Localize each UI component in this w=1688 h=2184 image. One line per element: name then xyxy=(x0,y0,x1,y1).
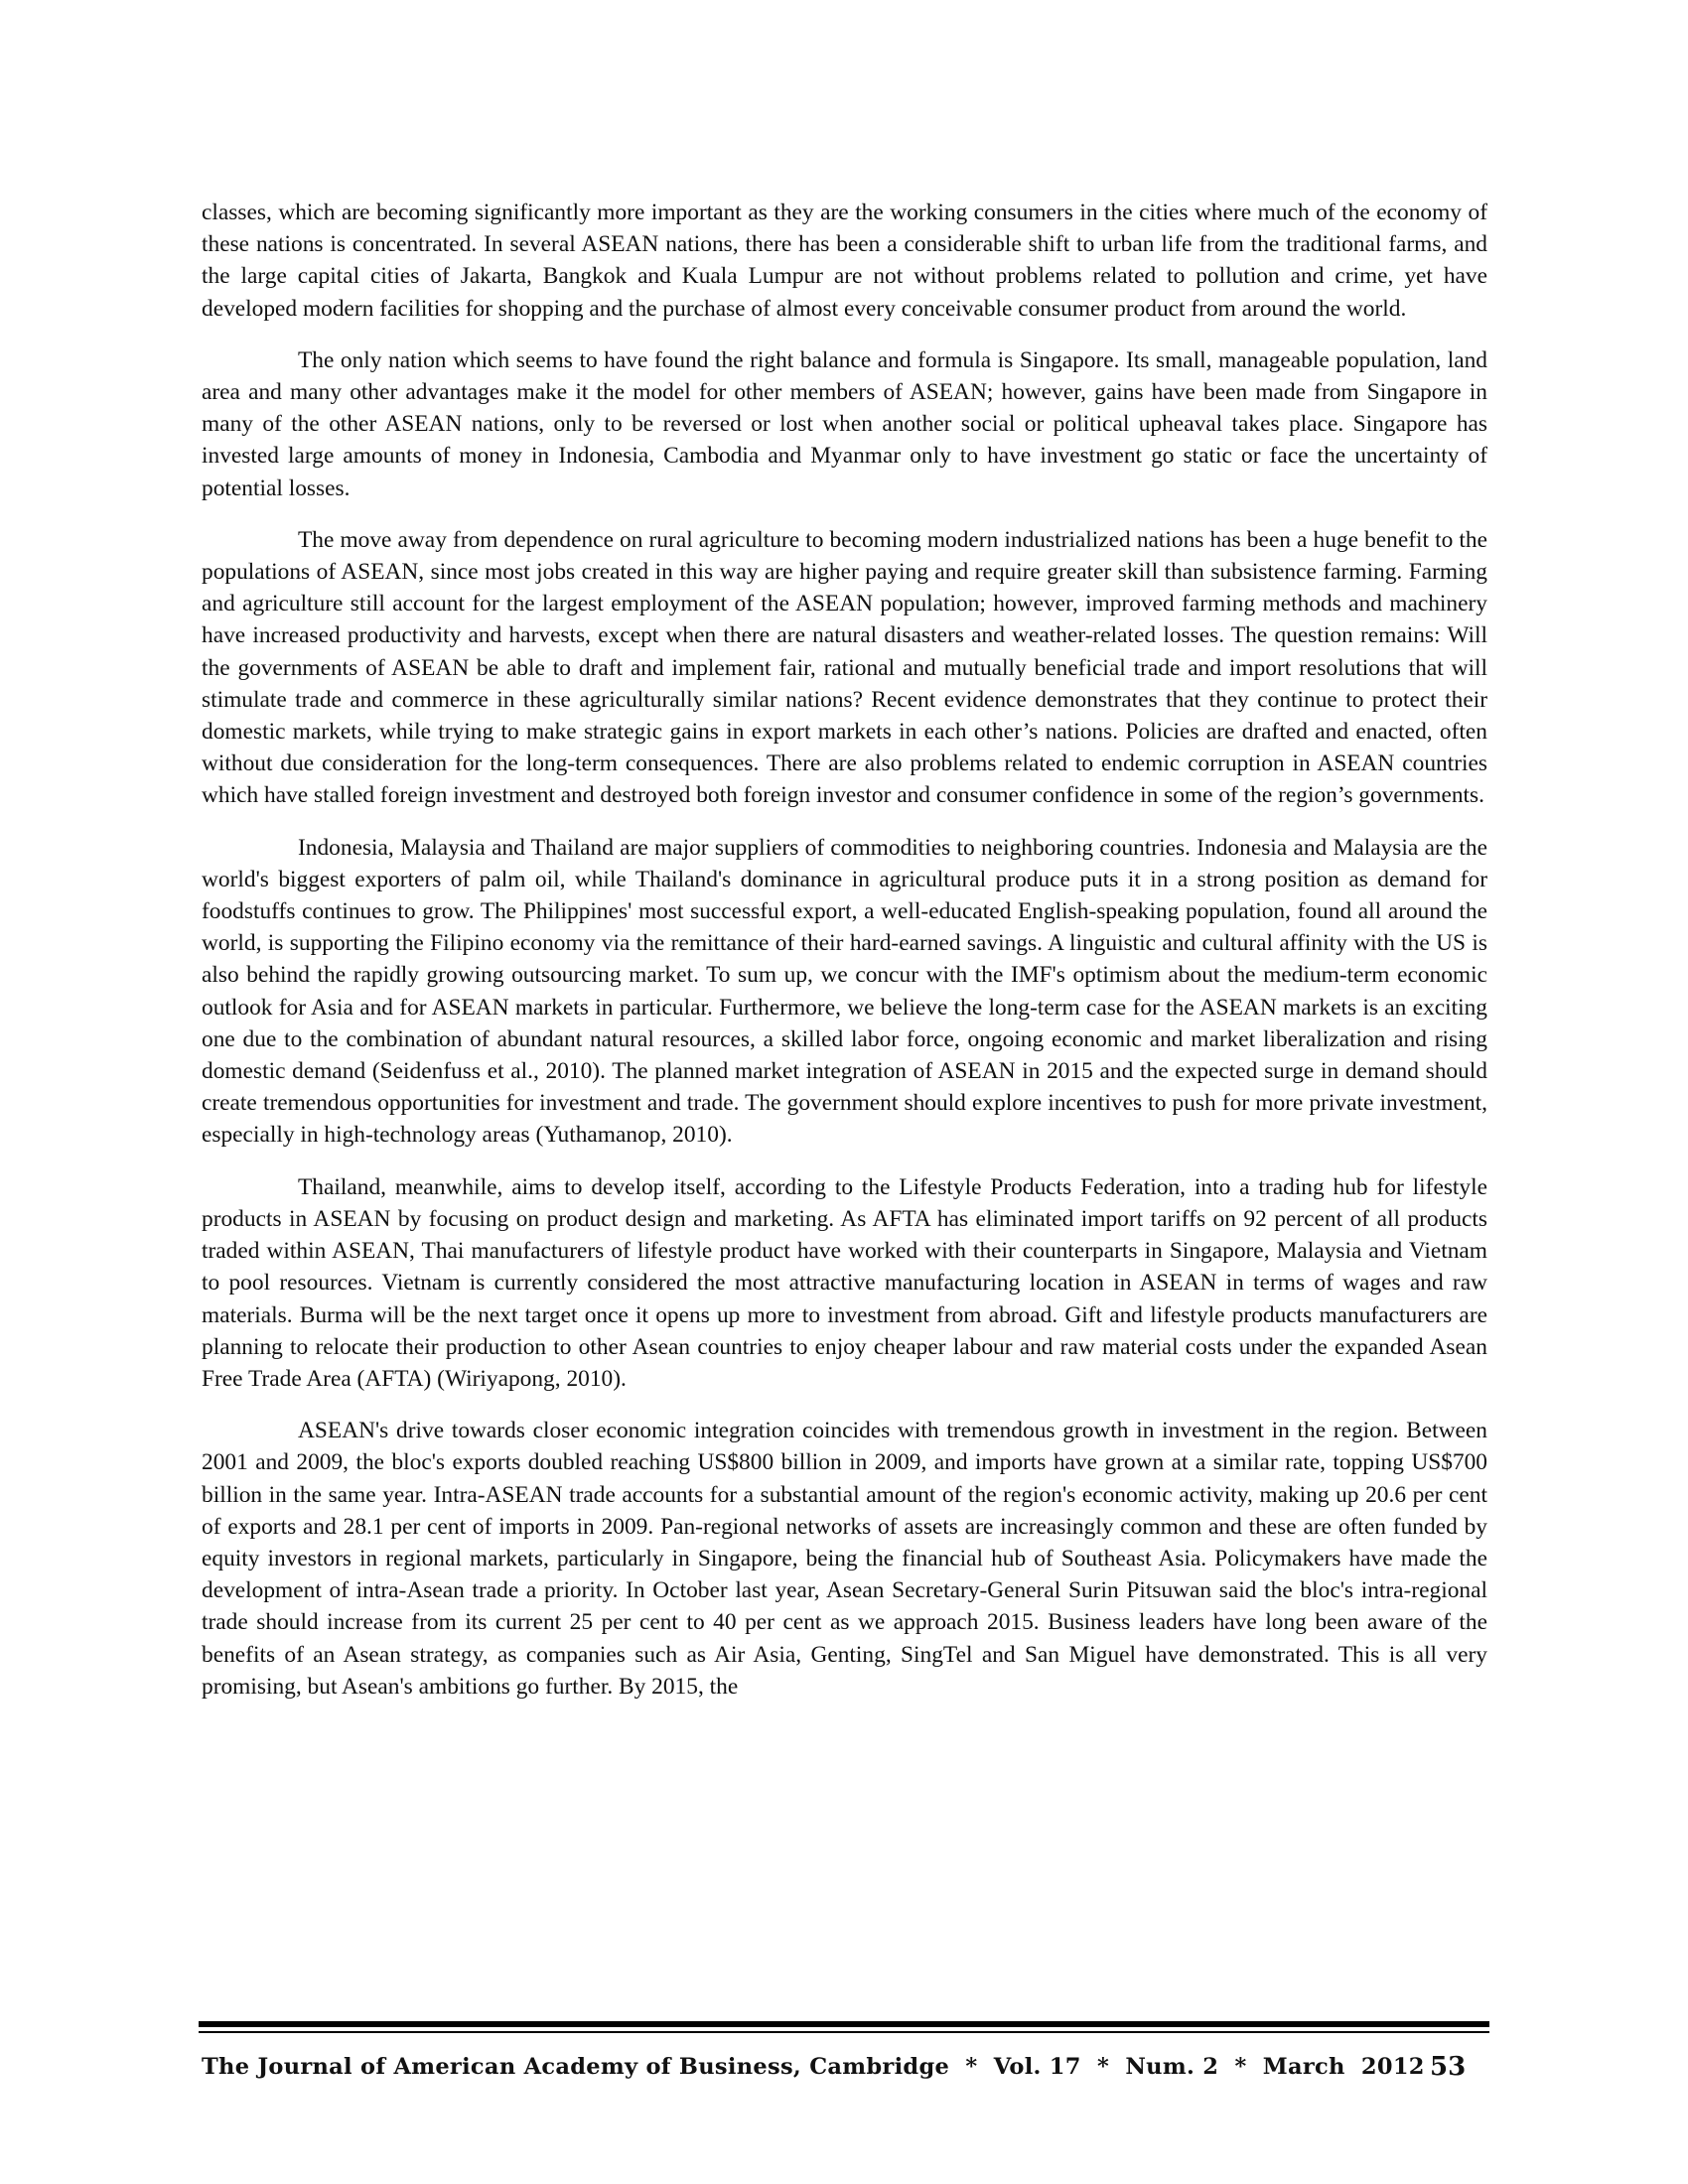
journal-citation: The Journal of American Academy of Business, Cambridge * Vol. 17 * Num. 2 * March 2012 xyxy=(202,2054,1425,2080)
paragraph-6: ASEAN's drive towards closer economic integration coincides with tremendous growth in investment in the region. Between 2001 and 2009, the bloc's exports doubled reaching US$800 billion in 2009, and imports have grown at a similar rate, topping US$700 billion in the same year. Intra-ASEAN trade accounts for a substantial amount of the region's economic activity, making up 20.6 per cent of exports and 28.1 per cent of imports in 2009. Pan-regional networks of assets are increasingly common and these are often funded by equity investors in regional markets, particularly in Singapore, being the financial hub of Southeast Asia. Policymakers have made the development of intra-Asean trade a priority. In October last year, Asean Secretary-General Surin Pitsuwan said the bloc's intra-regional trade should increase from its current 25 per cent to 40 per cent as we approach 2015. Business leaders have long been aware of the benefits of an Asean strategy, as companies such as Air Asia, Genting, SingTel and San Miguel have demonstrated. This is all very promising, but Asean's ambitions go further. By 2015, the xyxy=(202,1418,1487,1700)
paragraph-2: The only nation which seems to have found the right balance and formula is Singapore. Its small, manageable population, land area and many other advantages make it the model for other members of ASEAN; however, gains have been made from Singapore in many of the other ASEAN nations, only to be reversed or lost when another social or political upheaval takes place. Singapore has invested large amounts of money in Indonesia, Cambodia and Myanmar only to have investment go static or face the uncertainty of potential losses. xyxy=(202,346,1487,501)
paragraph-5: Thailand, meanwhile, aims to develop itself, according to the Lifestyle Products Federation, into a trading hub for lifestyle products in ASEAN by focusing on product design and marketing. As AFTA has eliminated import tariffs on 92 percent of all products traded within ASEAN, Thai manufacturers of lifestyle product have worked with their counterparts in Singapore, Malaysia and Vietnam to pool resources. Vietnam is currently considered the most attractive manufacturing location in ASEAN in terms of wages and raw materials. Burma will be the next target once it opens up more to investment from abroad. Gift and lifestyle products manufacturers are planning to relocate their production to other Asean countries to enjoy cheaper labour and raw material costs under the expanded Asean Free Trade Area (AFTA) (Wiriyapong, 2010). xyxy=(202,1173,1487,1392)
article-body xyxy=(202,197,1487,1722)
paragraph-3: The move away from dependence on rural agriculture to becoming modern industrialized nations has been a huge benefit to the populations of ASEAN, since most jobs created in this way are higher paying and require greater skill than subsistence farming. Farming and agriculture still account for the largest employment of the ASEAN population; however, improved farming methods and machinery have increased productivity and harvests, except when there are natural disasters and weather-related losses. The question remains: Will the governments of ASEAN be able to draft and implement fair, rational and mutually beneficial trade and import resolutions that will stimulate trade and commerce in these agriculturally similar nations? Recent evidence demonstrates that they continue to protect their domestic markets, while trying to make strategic gains in export markets in each other’s nations. Policies are drafted and enacted, often without due consideration for the long-term consequences. There are also problems related to endemic corruption in ASEAN countries which have stalled foreign investment and destroyed both foreign investor and consumer confidence in some of the region’s governments. xyxy=(202,526,1487,809)
page-number: 53 xyxy=(1430,2052,1467,2082)
footer-rule-thin xyxy=(199,2031,1489,2033)
paragraph-4: Indonesia, Malaysia and Thailand are major suppliers of commodities to neighboring countries. Indonesia and Malaysia are the world's biggest exporters of palm oil, while Thailand's dominance in agricultural produce puts it in a strong position as demand for foodstuffs continues to grow. The Philippines' most successful export, a well-educated English-speaking population, found all around the world, is supporting the Filipino economy via the remittance of their hard-earned savings. A linguistic and cultural affinity with the US is also behind the rapidly growing outsourcing market. To sum up, we concur with the IMF's optimism about the medium-term economic outlook for Asia and for ASEAN markets in particular. Furthermore, we believe the long-term case for the ASEAN markets is an exciting one due to the combination of abundant natural resources, a skilled labor force, ongoing economic and market liberalization and rising domestic demand (Seidenfuss et al., 2010). The planned market integration of ASEAN in 2015 and the expected surge in demand should create tremendous opportunities for investment and trade. The government should explore incentives to push for more private investment, especially in high-technology areas (Yuthamanop, 2010). xyxy=(202,834,1487,1149)
paragraph-1: classes, which are becoming significantly more important as they are the working consumers in the cities where much of the economy of these nations is concentrated. In several ASEAN nations, there has been a considerable shift to urban life from the traditional farms, and the large capital cities of Jakarta, Bangkok and Kuala Lumpur are not without problems related to pollution and crime, yet have developed modern facilities for shopping and the purchase of almost every conceivable consumer product from around the world. xyxy=(202,200,1487,322)
footer-rule-thick xyxy=(199,2021,1489,2027)
